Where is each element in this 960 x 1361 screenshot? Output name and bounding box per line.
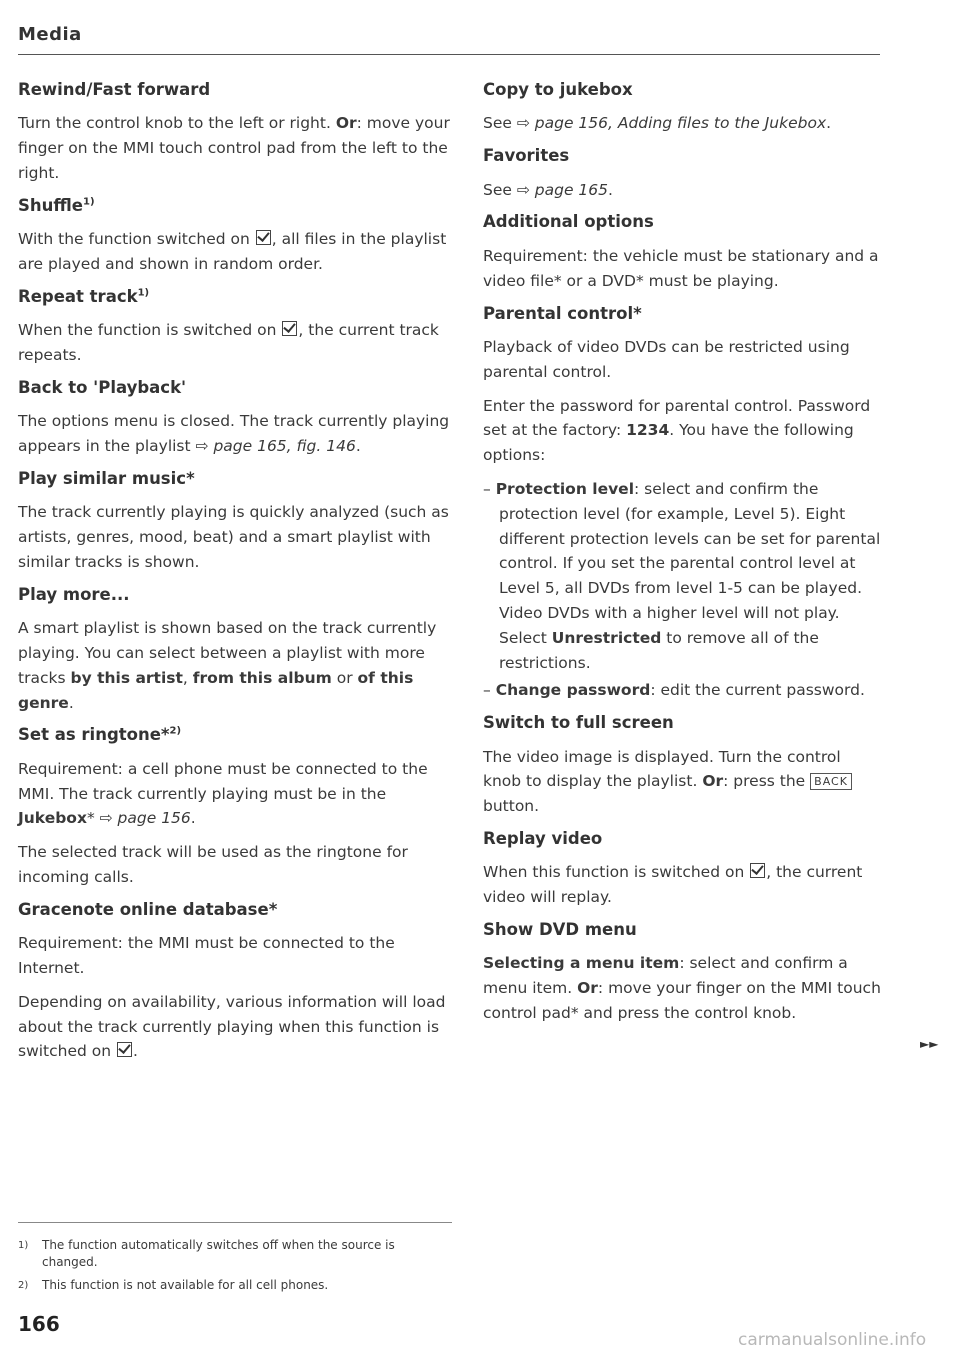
list-item-change-password: – Change password: edit the current password. [483, 681, 865, 700]
paragraph-additional-options: Requirement: the vehicle must be stationary and a video file* or a DVD* must be playing. [483, 246, 879, 290]
heading-copy-to-jukebox: Copy to jukebox [483, 80, 633, 99]
page-reference-link[interactable]: ⇨ page 165, fig. 146 [195, 437, 356, 456]
paragraph-parental-intro: Playback of video DVDs can be restricted using parental control. [483, 337, 850, 381]
checkbox-checked-icon [256, 230, 271, 245]
page-number: 166 [18, 1312, 60, 1336]
footnote-1: 1) The function automatically switches off when the source is changed. [18, 1238, 395, 1269]
checkbox-checked-icon [117, 1042, 132, 1057]
heading-parental-control: Parental control* [483, 303, 642, 323]
heading-back-to-playback: Back to 'Playback' [18, 377, 187, 397]
heading-full-screen: Switch to full screen [483, 713, 674, 733]
parental-options-list [483, 477, 883, 703]
paragraph-gracenote-requirement: Requirement: the MMI must be connected to the Internet. [18, 934, 395, 978]
heading-repeat: Repeat track$^{1)}$ [18, 286, 150, 306]
section-title: Media [18, 24, 82, 45]
heading-dvd-menu: Show DVD menu [483, 919, 637, 939]
left-column [18, 70, 450, 1073]
paragraph-full-screen: The video image is displayed. Turn the control knob to display the playlist. Or: press the BACK button. [483, 745, 883, 819]
paragraph-dvd-menu: Selecting a menu item: select and confirm a menu item. Or: move your finger on the MMI touch control pad* and press the control knob. [483, 954, 881, 1022]
footnote-ref-1: 1) [83, 196, 95, 208]
heading-replay-video: Replay video [483, 828, 603, 848]
paragraph-parental-password: Enter the password for parental control. Password set at the factory: 1234. You have the following options: [483, 396, 871, 465]
paragraph-shuffle: With the function switched on , all files in the playlist are played and shown in random order. [18, 230, 447, 274]
paragraph-copy-to-jukebox: See ⇨ page 156, Adding files to the Jukebox. [483, 114, 832, 133]
right-column [483, 70, 883, 1035]
page-reference-link[interactable]: ⇨ page 156 [99, 809, 191, 828]
page-reference-link[interactable]: ⇨ page 165 [516, 180, 608, 199]
continue-arrow-icon: ►► [920, 1037, 939, 1051]
paragraph-ringtone-usage: The selected track will be used as the ringtone for incoming calls. [18, 843, 408, 886]
page-reference-link[interactable]: ⇨ page 156, Adding files to the Jukebox [516, 114, 827, 133]
heading-play-similar: Play similar music* [18, 468, 195, 488]
back-key-label: BACK [810, 773, 852, 790]
paragraph-play-more: A smart playlist is shown based on the track currently playing. You can select between a playlist with more tracks by this artist, from this album or of this genre. [18, 619, 437, 712]
paragraph-play-similar: The track currently playing is quickly analyzed (such as artists, genres, mood, beat) and a smart playlist with similar tracks is shown. [18, 503, 449, 571]
footnote-ref-2: 2) [169, 725, 182, 737]
paragraph-repeat: When the function is switched on , the current track repeats. [18, 321, 439, 365]
heading-additional-options: Additional options [483, 212, 654, 232]
page-header [18, 24, 880, 55]
heading-set-ringtone: Set as ringtone*$^{2)}$ [18, 725, 182, 745]
heading-favorites: Favorites [483, 146, 570, 166]
heading-rewind: Rewind/Fast forward [18, 80, 211, 99]
paragraph-favorites: See ⇨ page 165. [483, 180, 613, 199]
list-item-protection-level: – Protection level: select and confirm the protection level (for example, Level 5). Eight different protection levels can be set for parental control. If you set the parental control level at Level 5, all DVDs from level 1-5 can be played. Video DVDs with a higher level will not play. Select Unrestricted to remove all of the restrictions. [483, 479, 881, 672]
footnotes [18, 1222, 452, 1300]
heading-play-more: Play more... [18, 584, 130, 604]
paragraph-ringtone-requirement: Requirement: a cell phone must be connected to the MMI. The track currently playing must be in the Jukebox* ⇨ page 156. [18, 759, 428, 828]
heading-shuffle: Shuffle$^{1)}$ [18, 195, 95, 215]
footnote-2: 2) This function is not available for all cell phones. [18, 1278, 329, 1292]
paragraph-replay-video: When this function is switched on , the current video will replay. [483, 863, 863, 907]
checkbox-checked-icon [282, 321, 297, 336]
heading-gracenote: Gracenote online database* [18, 899, 278, 919]
paragraph-gracenote-info: Depending on availability, various information will load about the track currently playing when this function is switched on . [18, 992, 446, 1061]
paragraph-rewind: Turn the control knob to the left or right. Or: move your finger on the MMI touch control pad from the left to the right. [18, 114, 450, 183]
checkbox-checked-icon [750, 863, 765, 878]
watermark: carmanualsonline.info [738, 1330, 927, 1350]
paragraph-back-to-playback: The options menu is closed. The track currently playing appears in the playlist ⇨ page 165, fig. 146. [18, 412, 450, 456]
